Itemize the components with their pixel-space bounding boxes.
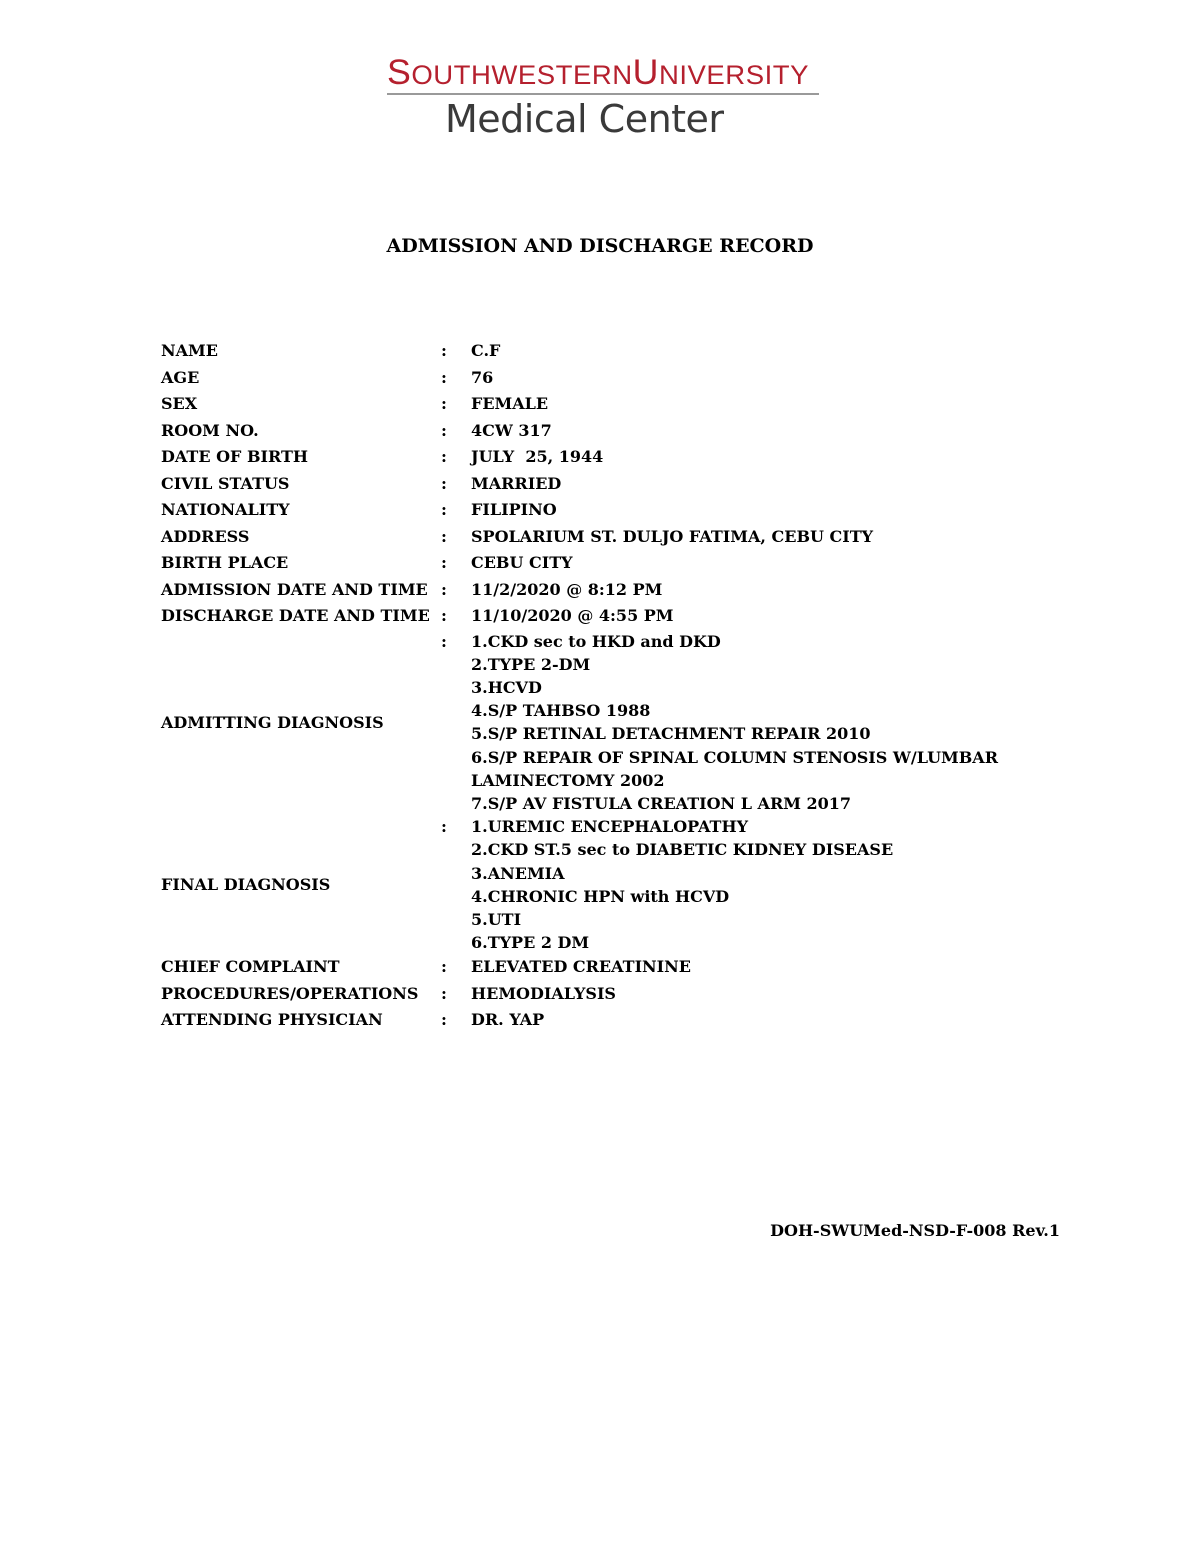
field-value: 11/10/2020 @ 4:55 PM	[471, 606, 674, 625]
field-colon: :	[441, 500, 447, 519]
list-item: 5.S/P RETINAL DETACHMENT REPAIR 2010	[471, 724, 871, 744]
list-item: 1.CKD sec to HKD and DKD	[471, 631, 721, 651]
field-colon: :	[441, 957, 447, 977]
field-value: SPOLARIUM ST. DULJO FATIMA, CEBU CITY	[471, 526, 874, 546]
document-title: ADMISSION AND DISCHARGE RECORD	[386, 235, 814, 257]
field-nationality	[161, 497, 1061, 524]
field-value: MARRIED	[471, 473, 562, 493]
field-label: SEX	[161, 394, 198, 413]
field-label: ADMITTING DIAGNOSIS	[161, 712, 384, 732]
diagnosis-list	[471, 630, 1061, 816]
field-label: BIRTH PLACE	[161, 553, 289, 572]
list-item: 4.S/P TAHBSO 1988	[471, 701, 651, 721]
field-colon: :	[441, 526, 447, 546]
logo-divider	[387, 93, 819, 95]
field-chief-complaint	[161, 954, 1061, 981]
field-colon: :	[441, 631, 447, 651]
diagnosis-list	[471, 815, 1061, 954]
field-birth-place	[161, 550, 1061, 577]
field-age	[161, 365, 1061, 392]
list-item: 4.CHRONIC HPN with HCVD	[471, 886, 730, 906]
field-label: DATE OF BIRTH	[161, 447, 308, 466]
field-final-diagnosis	[161, 815, 1061, 954]
field-admitting-diagnosis	[161, 630, 1061, 816]
field-label: NAME	[161, 341, 218, 360]
list-item: 5.UTI	[471, 909, 522, 929]
field-colon: :	[441, 579, 447, 599]
field-label: NATIONALITY	[161, 500, 290, 519]
field-procedures	[161, 981, 1061, 1008]
field-label: FINAL DIAGNOSIS	[161, 875, 331, 895]
field-value: FILIPINO	[471, 500, 557, 519]
field-discharge-date	[161, 603, 1061, 630]
field-value: C.F	[471, 341, 501, 360]
list-item: 3.HCVD	[471, 677, 542, 697]
list-item: 7.S/P AV FISTULA CREATION L ARM 2017	[471, 793, 852, 813]
field-name	[161, 338, 1061, 365]
list-item: 3.ANEMIA	[471, 863, 565, 883]
logo-university-name: SOUTHWESTERNUNIVERSITY	[387, 53, 809, 92]
field-value: JULY 25, 1944	[471, 447, 604, 466]
field-room-no	[161, 418, 1061, 445]
field-label: ADDRESS	[161, 526, 250, 546]
list-item: LAMINECTOMY 2002	[471, 770, 665, 790]
field-colon: :	[441, 553, 447, 572]
list-item: 6.S/P REPAIR OF SPINAL COLUMN STENOSIS W/LUMBAR	[471, 747, 998, 767]
field-label: DISCHARGE DATE AND TIME	[161, 606, 430, 625]
form-code: DOH-SWUMed-NSD-F-008 Rev.1	[770, 1221, 1060, 1240]
field-label: ATTENDING PHYSICIAN	[161, 1010, 383, 1030]
field-colon: :	[441, 983, 447, 1003]
field-value: 4CW 317	[471, 420, 552, 440]
field-colon: :	[441, 606, 447, 625]
list-item: 2.CKD ST.5 sec to DIABETIC KIDNEY DISEASE	[471, 840, 894, 860]
field-value: ELEVATED CREATININE	[471, 957, 691, 977]
field-value: 11/2/2020 @ 8:12 PM	[471, 579, 663, 599]
field-colon: :	[441, 341, 447, 360]
list-item: 2.TYPE 2-DM	[471, 654, 591, 674]
field-address	[161, 524, 1061, 551]
field-colon: :	[441, 420, 447, 440]
field-value: 76	[471, 367, 494, 387]
field-label: CHIEF COMPLAINT	[161, 957, 340, 977]
field-label: AGE	[161, 367, 200, 387]
field-label: ROOM NO.	[161, 420, 259, 440]
field-colon: :	[441, 1010, 447, 1030]
university-logo	[387, 53, 819, 141]
field-value: DR. YAP	[471, 1010, 545, 1030]
field-colon: :	[441, 394, 447, 413]
field-colon: :	[441, 447, 447, 466]
field-label: PROCEDURES/OPERATIONS	[161, 983, 419, 1003]
field-colon: :	[441, 367, 447, 387]
field-sex	[161, 391, 1061, 418]
field-value: FEMALE	[471, 394, 549, 413]
field-label: ADMISSION DATE AND TIME	[161, 579, 428, 599]
field-colon: :	[441, 817, 447, 837]
field-value: CEBU CITY	[471, 553, 573, 572]
record-fields	[161, 338, 1061, 1034]
field-colon: :	[441, 473, 447, 493]
list-item: 6.TYPE 2 DM	[471, 933, 590, 953]
field-date-of-birth	[161, 444, 1061, 471]
field-value: HEMODIALYSIS	[471, 983, 616, 1003]
field-label: CIVIL STATUS	[161, 473, 290, 493]
field-civil-status	[161, 471, 1061, 498]
logo-medical-center: Medical Center	[445, 97, 724, 141]
field-attending-physician	[161, 1007, 1061, 1034]
field-admission-date	[161, 577, 1061, 604]
list-item: 1.UREMIC ENCEPHALOPATHY	[471, 817, 748, 837]
